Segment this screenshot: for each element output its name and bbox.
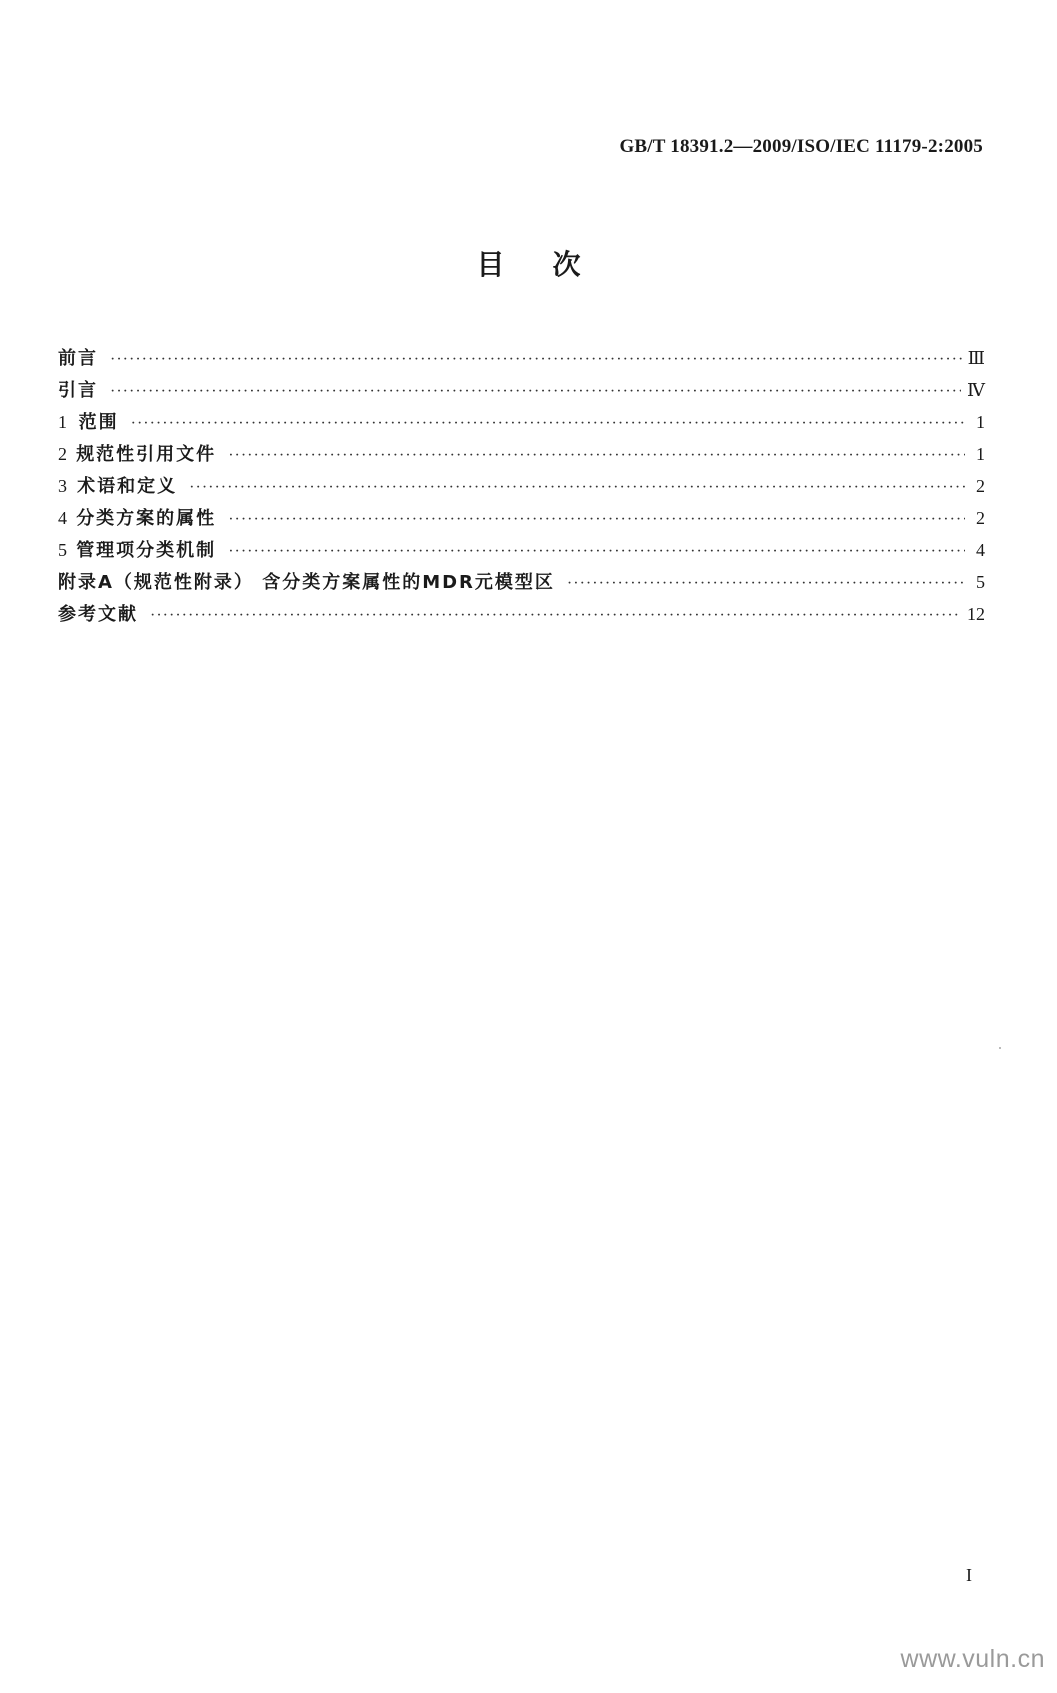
- toc-entry-title: 范围: [78, 412, 119, 433]
- toc-entry-title: 分类方案的属性: [76, 508, 217, 529]
- toc-leader-dots: [228, 504, 965, 536]
- toc-leader-dots: [228, 440, 965, 472]
- toc-entry-page: 1: [976, 412, 985, 432]
- toc-entry-foreword[interactable]: [58, 342, 985, 374]
- toc-entry-title: 引言: [58, 380, 98, 401]
- toc-entry-classification-attributes[interactable]: [58, 502, 985, 534]
- toc-entry-page: 12: [967, 604, 985, 624]
- toc-entry-page: 5: [976, 572, 985, 592]
- toc-entry-number: 2: [58, 444, 67, 464]
- toc-entry-page: 2: [976, 508, 985, 528]
- toc-leader-dots: [110, 344, 962, 376]
- standard-code-header: GB/T 18391.2—2009/ISO/IEC 11179-2:2005: [619, 136, 983, 157]
- toc-leader-dots: [228, 536, 965, 568]
- toc-entry-bibliography[interactable]: [58, 598, 985, 630]
- toc-leader-dots: [189, 472, 965, 504]
- toc-entry-number: 1: [58, 412, 67, 432]
- page-title: 目次: [476, 248, 629, 281]
- page-number: I: [966, 1565, 972, 1585]
- toc-entry-scope[interactable]: [58, 406, 985, 438]
- toc-entry-number: 3: [58, 476, 67, 496]
- toc-entry-annex-a[interactable]: [58, 566, 985, 598]
- toc-entry-terms-definitions[interactable]: [58, 470, 985, 502]
- toc-entry-number: 5: [58, 540, 67, 560]
- toc-entry-number: 4: [58, 508, 67, 528]
- toc-leader-dots: [131, 408, 965, 440]
- toc-entry-page: Ⅲ: [967, 348, 985, 368]
- toc-leader-dots: [110, 376, 961, 408]
- toc-entry-title: 管理项分类机制: [76, 540, 217, 561]
- watermark: www.vuln.cn: [900, 1645, 1045, 1673]
- toc-entry-title: 参考文献: [58, 604, 138, 625]
- toc-entry-title: 附录A（规范性附录） 含分类方案属性的MDR元模型区: [58, 572, 555, 593]
- toc-entry-page: 4: [976, 540, 985, 560]
- toc-entry-page: 1: [976, 444, 985, 464]
- toc-entry-page: 2: [976, 476, 985, 496]
- table-of-contents: [58, 342, 985, 630]
- toc-entry-title: 术语和定义: [77, 476, 178, 497]
- toc-leader-dots: [150, 600, 961, 632]
- toc-entry-introduction[interactable]: [58, 374, 985, 406]
- scan-speck: [999, 1047, 1001, 1049]
- toc-entry-classification-mechanism[interactable]: [58, 534, 985, 566]
- toc-entry-normative-references[interactable]: [58, 438, 985, 470]
- toc-leader-dots: [567, 568, 965, 600]
- toc-entry-page: Ⅳ: [967, 380, 985, 400]
- toc-entry-title: 前言: [58, 348, 98, 369]
- toc-entry-title: 规范性引用文件: [76, 444, 217, 465]
